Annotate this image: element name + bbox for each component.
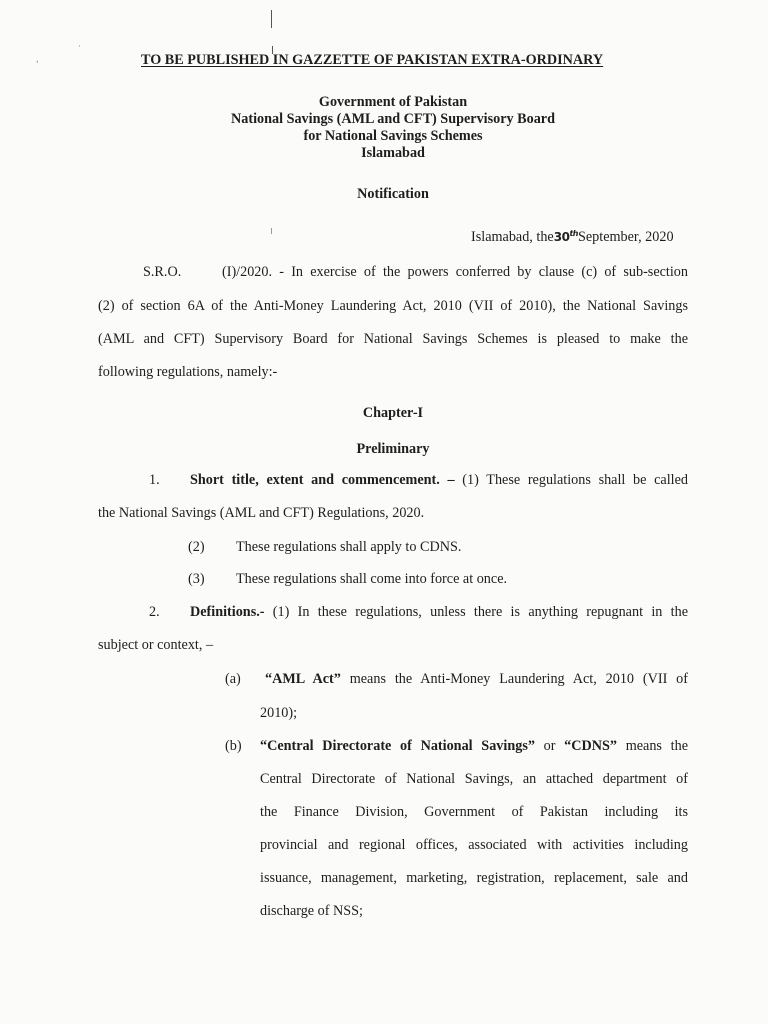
notification-heading: Notification bbox=[357, 186, 429, 202]
section-1-sub2-text: These regulations shall apply to CDNS. bbox=[236, 539, 462, 555]
item-a-term: “AML Act” bbox=[265, 671, 341, 687]
date-suffix: September, 2020 bbox=[577, 229, 674, 245]
item-b-term-2: “CDNS” bbox=[564, 738, 617, 754]
section-1-line: the National Savings (AML and CFT) Regulations, 2020. bbox=[98, 505, 425, 521]
preamble-line: (2) of section 6A of the Anti-Money Laundering Act, 2010 (VII of 2010), the National Savings bbox=[98, 298, 688, 314]
item-a-text: means the Anti-Money Laundering Act, 2010 (VII of bbox=[340, 671, 688, 687]
chapter-title: Chapter-I bbox=[362, 405, 424, 421]
preamble-line: following regulations, namely:- bbox=[98, 364, 278, 380]
chapter-subtitle: Preliminary bbox=[356, 441, 430, 457]
section-1-sub3-number: (3) bbox=[188, 571, 205, 587]
section-2-heading: Definitions.- bbox=[190, 604, 265, 620]
handwritten-day-suffix: th bbox=[569, 229, 578, 238]
preamble-line: (AML and CFT) Supervisory Board for National Savings Schemes is pleased to make the bbox=[98, 331, 688, 347]
item-b-line: provincial and regional offices, associated with activities including bbox=[260, 837, 688, 853]
item-b-line: Central Directorate of National Savings, an attached department of bbox=[260, 771, 688, 787]
government-title: Government of Pakistan bbox=[318, 94, 468, 110]
item-a-label: (a) bbox=[225, 671, 241, 687]
handwritten-day-number: 30 bbox=[553, 230, 570, 244]
item-b-line: issuance, management, marketing, registration, replacement, sale and bbox=[260, 870, 688, 886]
item-b-term-1: “Central Directorate of National Savings” bbox=[260, 738, 535, 754]
scan-mark bbox=[271, 228, 272, 234]
preamble-line: (I)/2020. - In exercise of the powers conferred by clause (c) of sub-section bbox=[222, 264, 688, 280]
city-title: Islamabad bbox=[361, 145, 425, 161]
item-a-first-line bbox=[265, 671, 688, 688]
scan-speck: ' bbox=[36, 60, 39, 70]
item-b-or: or bbox=[534, 738, 565, 754]
item-a-line: 2010); bbox=[260, 705, 298, 721]
section-1-sub2-number: (2) bbox=[188, 539, 205, 555]
section-1-sub3-text: These regulations shall come into force at once. bbox=[236, 571, 508, 587]
scan-mark bbox=[271, 10, 272, 28]
schemes-title: for National Savings Schemes bbox=[303, 128, 483, 144]
handwritten-day bbox=[554, 230, 578, 244]
item-b-first-line bbox=[260, 738, 688, 755]
section-2-first-line bbox=[190, 604, 688, 621]
sro-label: S.R.O. bbox=[143, 264, 182, 280]
section-2-text: (1) In these regulations, unless there is anything repugnant in the bbox=[264, 604, 688, 620]
notification-date bbox=[471, 229, 674, 246]
date-prefix: Islamabad, the bbox=[471, 229, 554, 245]
section-2-line: subject or context, – bbox=[98, 637, 214, 653]
item-b-line: the Finance Division, Government of Pakistan including its bbox=[260, 804, 688, 820]
scan-speck: · bbox=[78, 42, 81, 52]
gazette-line: TO BE PUBLISHED IN GAZZETTE OF PAKISTAN EXTRA-ORDINARY bbox=[141, 52, 604, 68]
item-b-label: (b) bbox=[225, 738, 242, 754]
section-1-number: 1. bbox=[149, 472, 160, 488]
item-b-text: means the bbox=[617, 738, 688, 754]
board-title: National Savings (AML and CFT) Supervisory Board bbox=[231, 111, 555, 127]
section-1-first-line bbox=[190, 472, 688, 489]
item-b-line: discharge of NSS; bbox=[260, 903, 363, 919]
section-1-heading: Short title, extent and commencement. – bbox=[190, 472, 455, 488]
section-1-text: (1) These regulations shall be called bbox=[454, 472, 688, 488]
section-2-number: 2. bbox=[149, 604, 160, 620]
